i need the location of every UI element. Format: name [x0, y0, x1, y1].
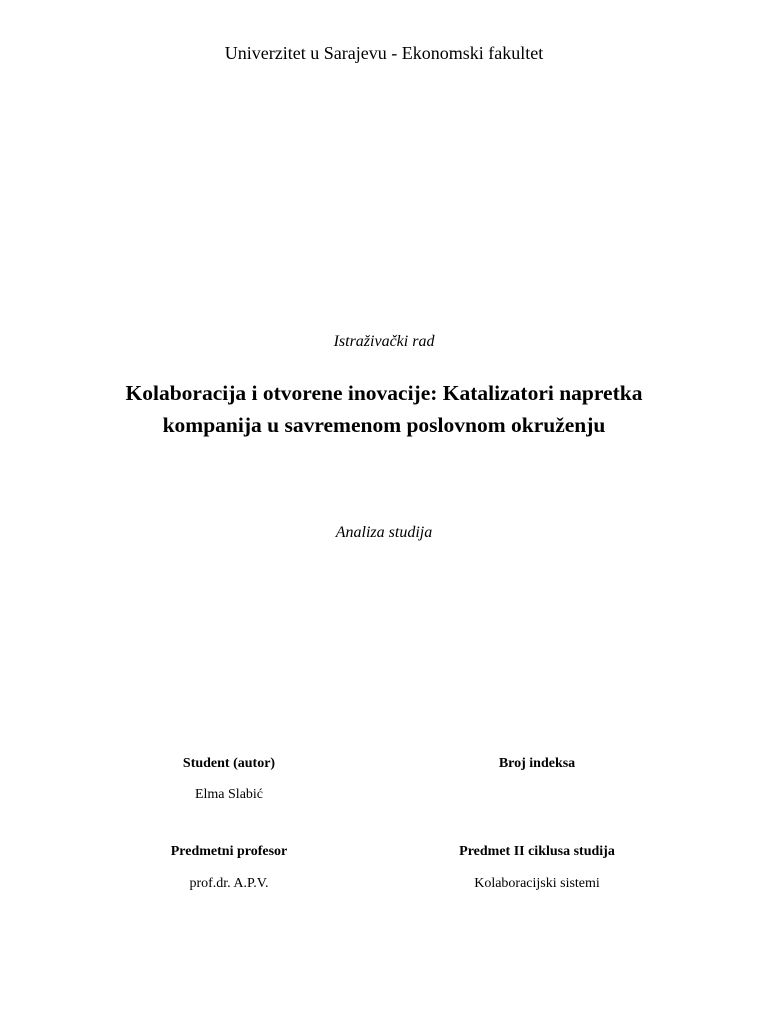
document-title-line-1: Kolaboracija i otvorene inovacije: Katalizatori napretka	[125, 381, 643, 405]
document-subtype: Analiza studija	[335, 524, 433, 541]
university-name: Univerzitet u Sarajevu - Ekonomski fakultet	[224, 43, 544, 63]
professor-name: prof.dr. A.P.V.	[189, 876, 269, 891]
document-type: Istraživački rad	[333, 333, 435, 350]
document-title-line-2: kompanija u savremenom poslovnom okruženju	[162, 413, 606, 437]
course-name: Kolaboracijski sistemi	[474, 876, 600, 891]
student-label: Student (autor)	[182, 756, 276, 771]
document-title	[0, 377, 768, 441]
student-name: Elma Slabić	[194, 787, 264, 802]
professor-label: Predmetni profesor	[170, 844, 288, 859]
course-label: Predmet II ciklusa studija	[459, 844, 615, 859]
index-label: Broj indeksa	[498, 756, 576, 771]
